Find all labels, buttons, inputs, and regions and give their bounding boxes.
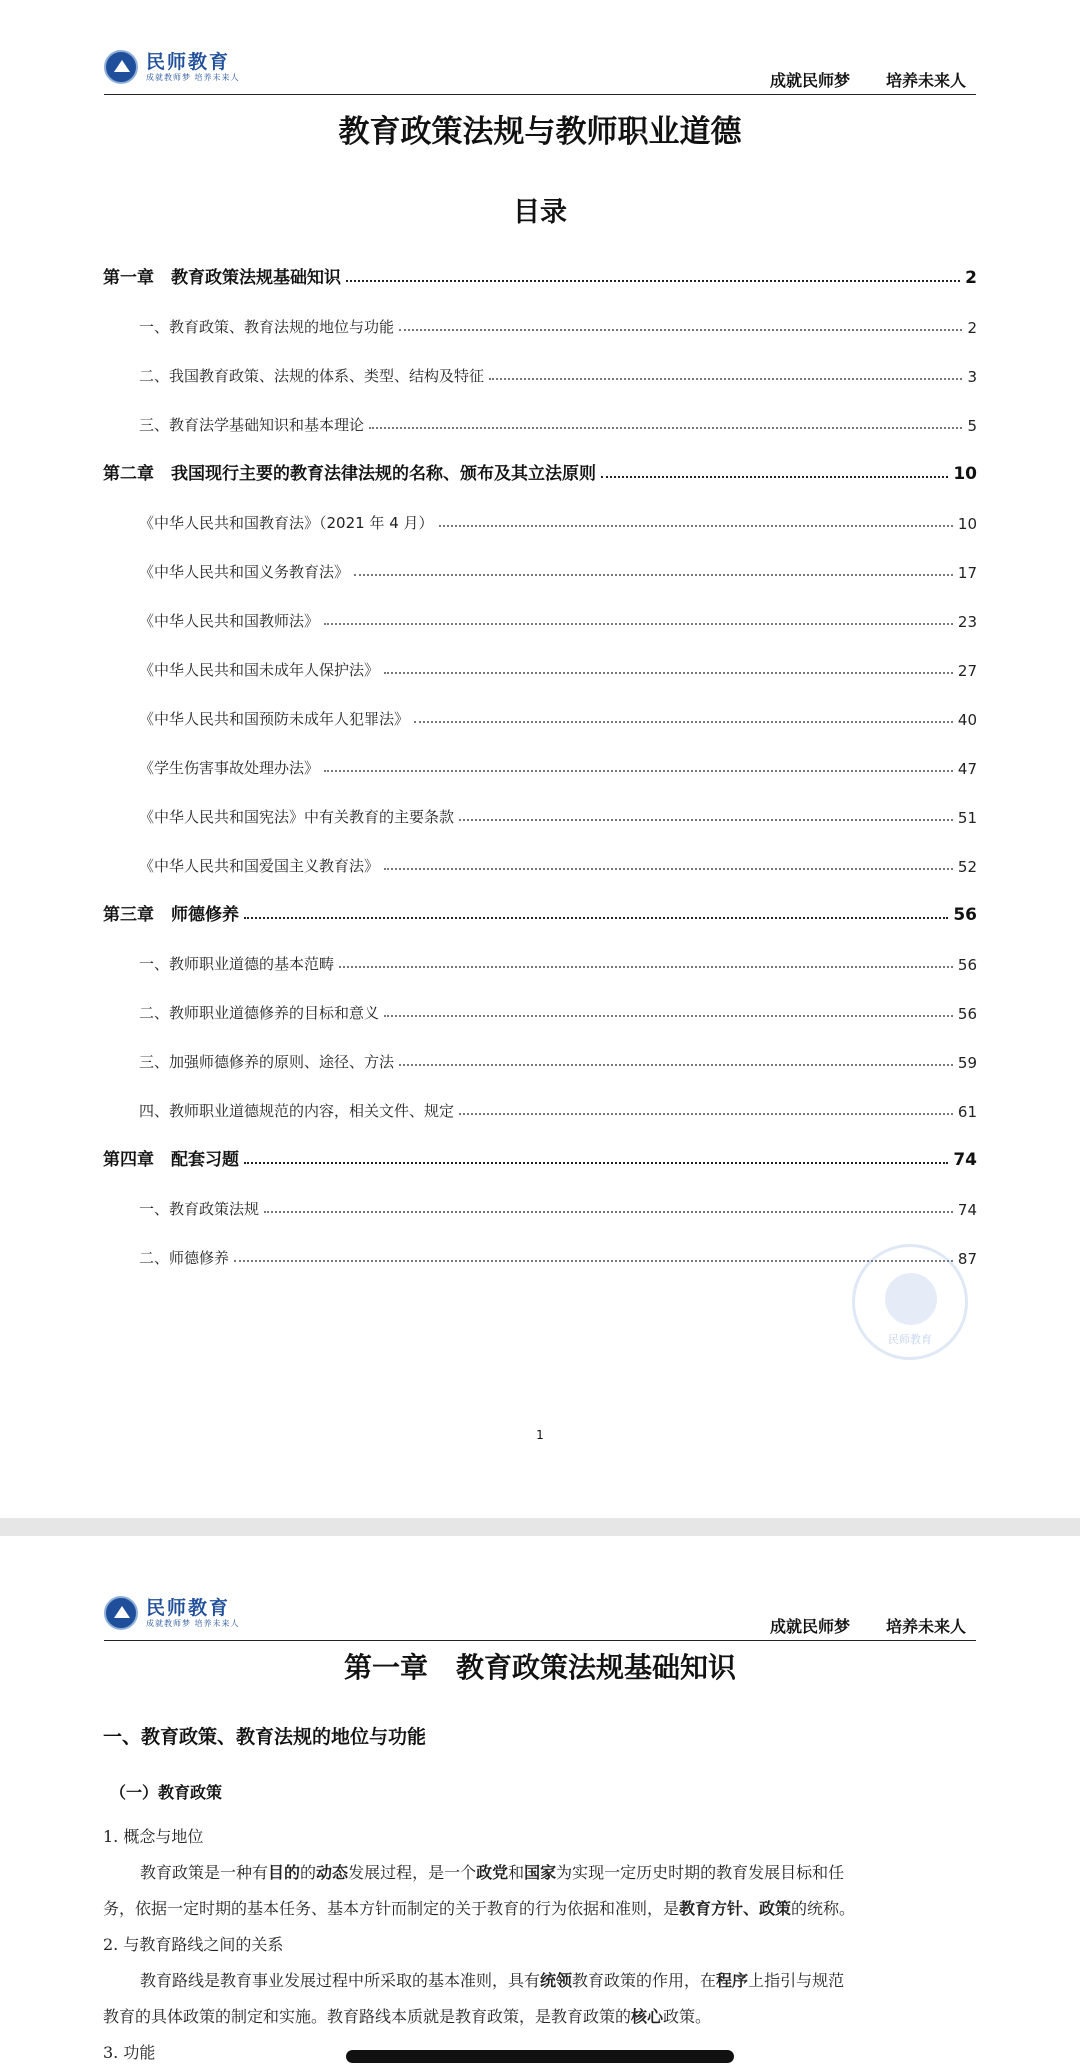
toc-leader-dots	[339, 966, 953, 968]
toc-leader-dots	[459, 819, 953, 821]
slogan-right: 培养未来人	[885, 1617, 966, 1636]
toc-entry[interactable]	[103, 748, 977, 778]
toc-entry-page: 10	[953, 464, 977, 484]
toc-entry-title: 三、教育法学基础知识和基本理论	[139, 416, 365, 434]
toc-entry[interactable]	[103, 405, 977, 435]
toc-entry-title: 一、教育政策法规	[139, 1200, 260, 1218]
toc-leader-dots	[384, 1015, 953, 1017]
toc-leader-dots	[346, 280, 960, 282]
toc-chapter-entry[interactable]	[103, 1140, 977, 1170]
toc-entry-page: 10	[957, 515, 977, 533]
toc-entry-title: 一、教育政策、教育法规的地位与功能	[139, 318, 395, 336]
toc-leader-dots	[244, 1162, 948, 1164]
toc-leader-dots	[459, 1113, 953, 1115]
toc-entry-page: 40	[957, 711, 977, 729]
toc-entry-title: 第一章 教育政策法规基础知识	[103, 268, 341, 288]
brand-tagline: 成就教师梦 培养未来人	[146, 72, 240, 82]
toc-entry-title: 一、教师职业道德的基本范畴	[139, 955, 335, 973]
toc-leader-dots	[324, 770, 953, 772]
toc-leader-dots	[489, 378, 962, 380]
brand-logo-page2	[104, 1596, 240, 1630]
toc-entry-title: 四、教师职业道德规范的内容，相关文件、规定	[139, 1102, 455, 1120]
toc-entry-page: 2	[967, 319, 977, 337]
toc-entry-page: 17	[957, 564, 977, 582]
toc-entry[interactable]	[103, 552, 977, 582]
slogan-left: 成就民师梦	[769, 1617, 850, 1636]
toc-entry-title: 三、加强师德修养的原则、途径、方法	[139, 1053, 395, 1071]
brand-tagline: 成就教师梦 培养未来人	[146, 1618, 240, 1628]
toc-leader-dots	[439, 525, 953, 527]
toc-leader-dots	[324, 623, 953, 625]
toc-entry[interactable]	[103, 797, 977, 827]
toc-entry-title: 《中华人民共和国教育法》（2021 年 4 月）	[139, 514, 434, 532]
toc-entry-title: 《中华人民共和国教师法》	[139, 612, 320, 630]
toc-leader-dots	[234, 1260, 953, 1262]
paragraph-2-line-1: 教育路线是教育事业发展过程中所采取的基本准则，具有统领教育政策的作用，在程序上指引与规范	[140, 1971, 845, 1990]
page-separator	[0, 1518, 1080, 1536]
brand-name: 民师教育	[146, 1596, 231, 1619]
page-number: 1	[536, 1428, 544, 1442]
watermark-text: 民师教育	[888, 1333, 932, 1346]
toc-entry-page: 52	[957, 858, 977, 876]
toc-entry-page: 87	[957, 1250, 977, 1268]
toc-leader-dots	[244, 917, 948, 919]
toc-entry-page: 74	[957, 1201, 977, 1219]
header-slogan	[770, 68, 966, 91]
toc-entry-title: 《中华人民共和国预防未成年人犯罪法》	[139, 710, 410, 728]
toc-entry-title: 二、师德修养	[139, 1249, 230, 1267]
toc-entry-title: 第四章 配套习题	[103, 1150, 239, 1170]
brand-logo	[104, 50, 240, 84]
toc-entry-title: 《中华人民共和国宪法》中有关教育的主要条款	[139, 808, 455, 826]
slogan-left: 成就民师梦	[769, 71, 850, 90]
toc-entry[interactable]	[103, 1189, 977, 1219]
subsection-title: （一）教育政策	[110, 1783, 223, 1802]
toc-chapter-entry[interactable]	[103, 258, 977, 288]
toc-entry-title: 第三章 师德修养	[103, 905, 239, 925]
toc-entry-page: 23	[957, 613, 977, 631]
toc-entry[interactable]	[103, 699, 977, 729]
toc-entry-page: 59	[957, 1054, 977, 1072]
toc-entry-page: 56	[957, 956, 977, 974]
toc-leader-dots	[399, 329, 962, 331]
toc-leader-dots	[369, 427, 962, 429]
header-slogan-page2	[770, 1614, 966, 1637]
watermark-seal	[852, 1244, 968, 1360]
header-divider	[104, 94, 976, 95]
toc-entry[interactable]	[103, 944, 977, 974]
toc-entry-page: 27	[957, 662, 977, 680]
toc-entry[interactable]	[103, 356, 977, 386]
toc-entry-page: 56	[953, 905, 977, 925]
toc-leader-dots	[384, 868, 953, 870]
paragraph-2-line-2: 教育的具体政策的制定和实施。教育路线本质就是教育政策，是教育政策的核心政策。	[103, 2007, 712, 2026]
toc-leader-dots	[354, 574, 953, 576]
toc-entry[interactable]	[103, 307, 977, 337]
toc-entry[interactable]	[103, 1238, 977, 1268]
document-title: 教育政策法规与教师职业道德	[338, 114, 742, 150]
toc-entry[interactable]	[103, 1091, 977, 1121]
toc-entry-title: 《中华人民共和国未成年人保护法》	[139, 661, 380, 679]
item-heading-1: 1. 概念与地位	[103, 1827, 204, 1846]
toc-entry[interactable]	[103, 993, 977, 1023]
item-heading-2: 2. 与教育路线之间的关系	[103, 1935, 284, 1954]
slogan-right: 培养未来人	[885, 71, 966, 90]
toc-chapter-entry[interactable]	[103, 895, 977, 925]
toc-entry-page: 74	[953, 1150, 977, 1170]
toc-entry-title: 《学生伤害事故处理办法》	[139, 759, 320, 777]
mountain-logo-icon	[104, 50, 138, 84]
brand-name: 民师教育	[146, 50, 231, 73]
toc-heading: 目录	[513, 197, 567, 228]
toc-leader-dots	[414, 721, 953, 723]
toc-entry[interactable]	[103, 601, 977, 631]
item-heading-3: 3. 功能	[103, 2043, 156, 2062]
paragraph-1-line-1: 教育政策是一种有目的的动态发展过程，是一个政党和国家为实现一定历史时期的教育发展目标和任	[140, 1863, 845, 1882]
paragraph-1-line-2: 务，依据一定时期的基本任务、基本方针而制定的关于教育的行为依据和准则，是教育方针、政策的统称。	[103, 1899, 856, 1918]
toc-entry-page: 51	[957, 809, 977, 827]
toc-entry-page: 47	[957, 760, 977, 778]
toc-leader-dots	[384, 672, 953, 674]
toc-entry-page: 5	[967, 417, 977, 435]
chapter-title: 第一章 教育政策法规基础知识	[343, 1651, 736, 1684]
toc-chapter-entry[interactable]	[103, 454, 977, 484]
toc-leader-dots	[601, 476, 948, 478]
toc-entry-page: 61	[957, 1103, 977, 1121]
toc-entry-page: 56	[957, 1005, 977, 1023]
toc-entry-title: 第二章 我国现行主要的教育法律法规的名称、颁布及其立法原则	[103, 464, 596, 484]
toc-leader-dots	[399, 1064, 953, 1066]
toc-entry-title: 《中华人民共和国义务教育法》	[139, 563, 350, 581]
toc-entry-title: 二、我国教育政策、法规的体系、类型、结构及特征	[139, 367, 485, 385]
toc-entry[interactable]	[103, 846, 977, 876]
toc-entry-title: 二、教师职业道德修养的目标和意义	[139, 1004, 380, 1022]
toc-entry[interactable]	[103, 1042, 977, 1072]
toc-entry-title: 《中华人民共和国爱国主义教育法》	[139, 857, 380, 875]
toc-entry-page: 3	[967, 368, 977, 386]
mountain-logo-icon	[104, 1596, 138, 1630]
section-title: 一、教育政策、教育法规的地位与功能	[103, 1726, 427, 1748]
toc-entry[interactable]	[103, 503, 977, 533]
toc-entry-page: 2	[965, 268, 977, 288]
header-divider	[104, 1640, 976, 1641]
home-indicator-bar[interactable]	[346, 2050, 734, 2063]
toc-leader-dots	[264, 1211, 953, 1213]
toc-entry[interactable]	[103, 650, 977, 680]
